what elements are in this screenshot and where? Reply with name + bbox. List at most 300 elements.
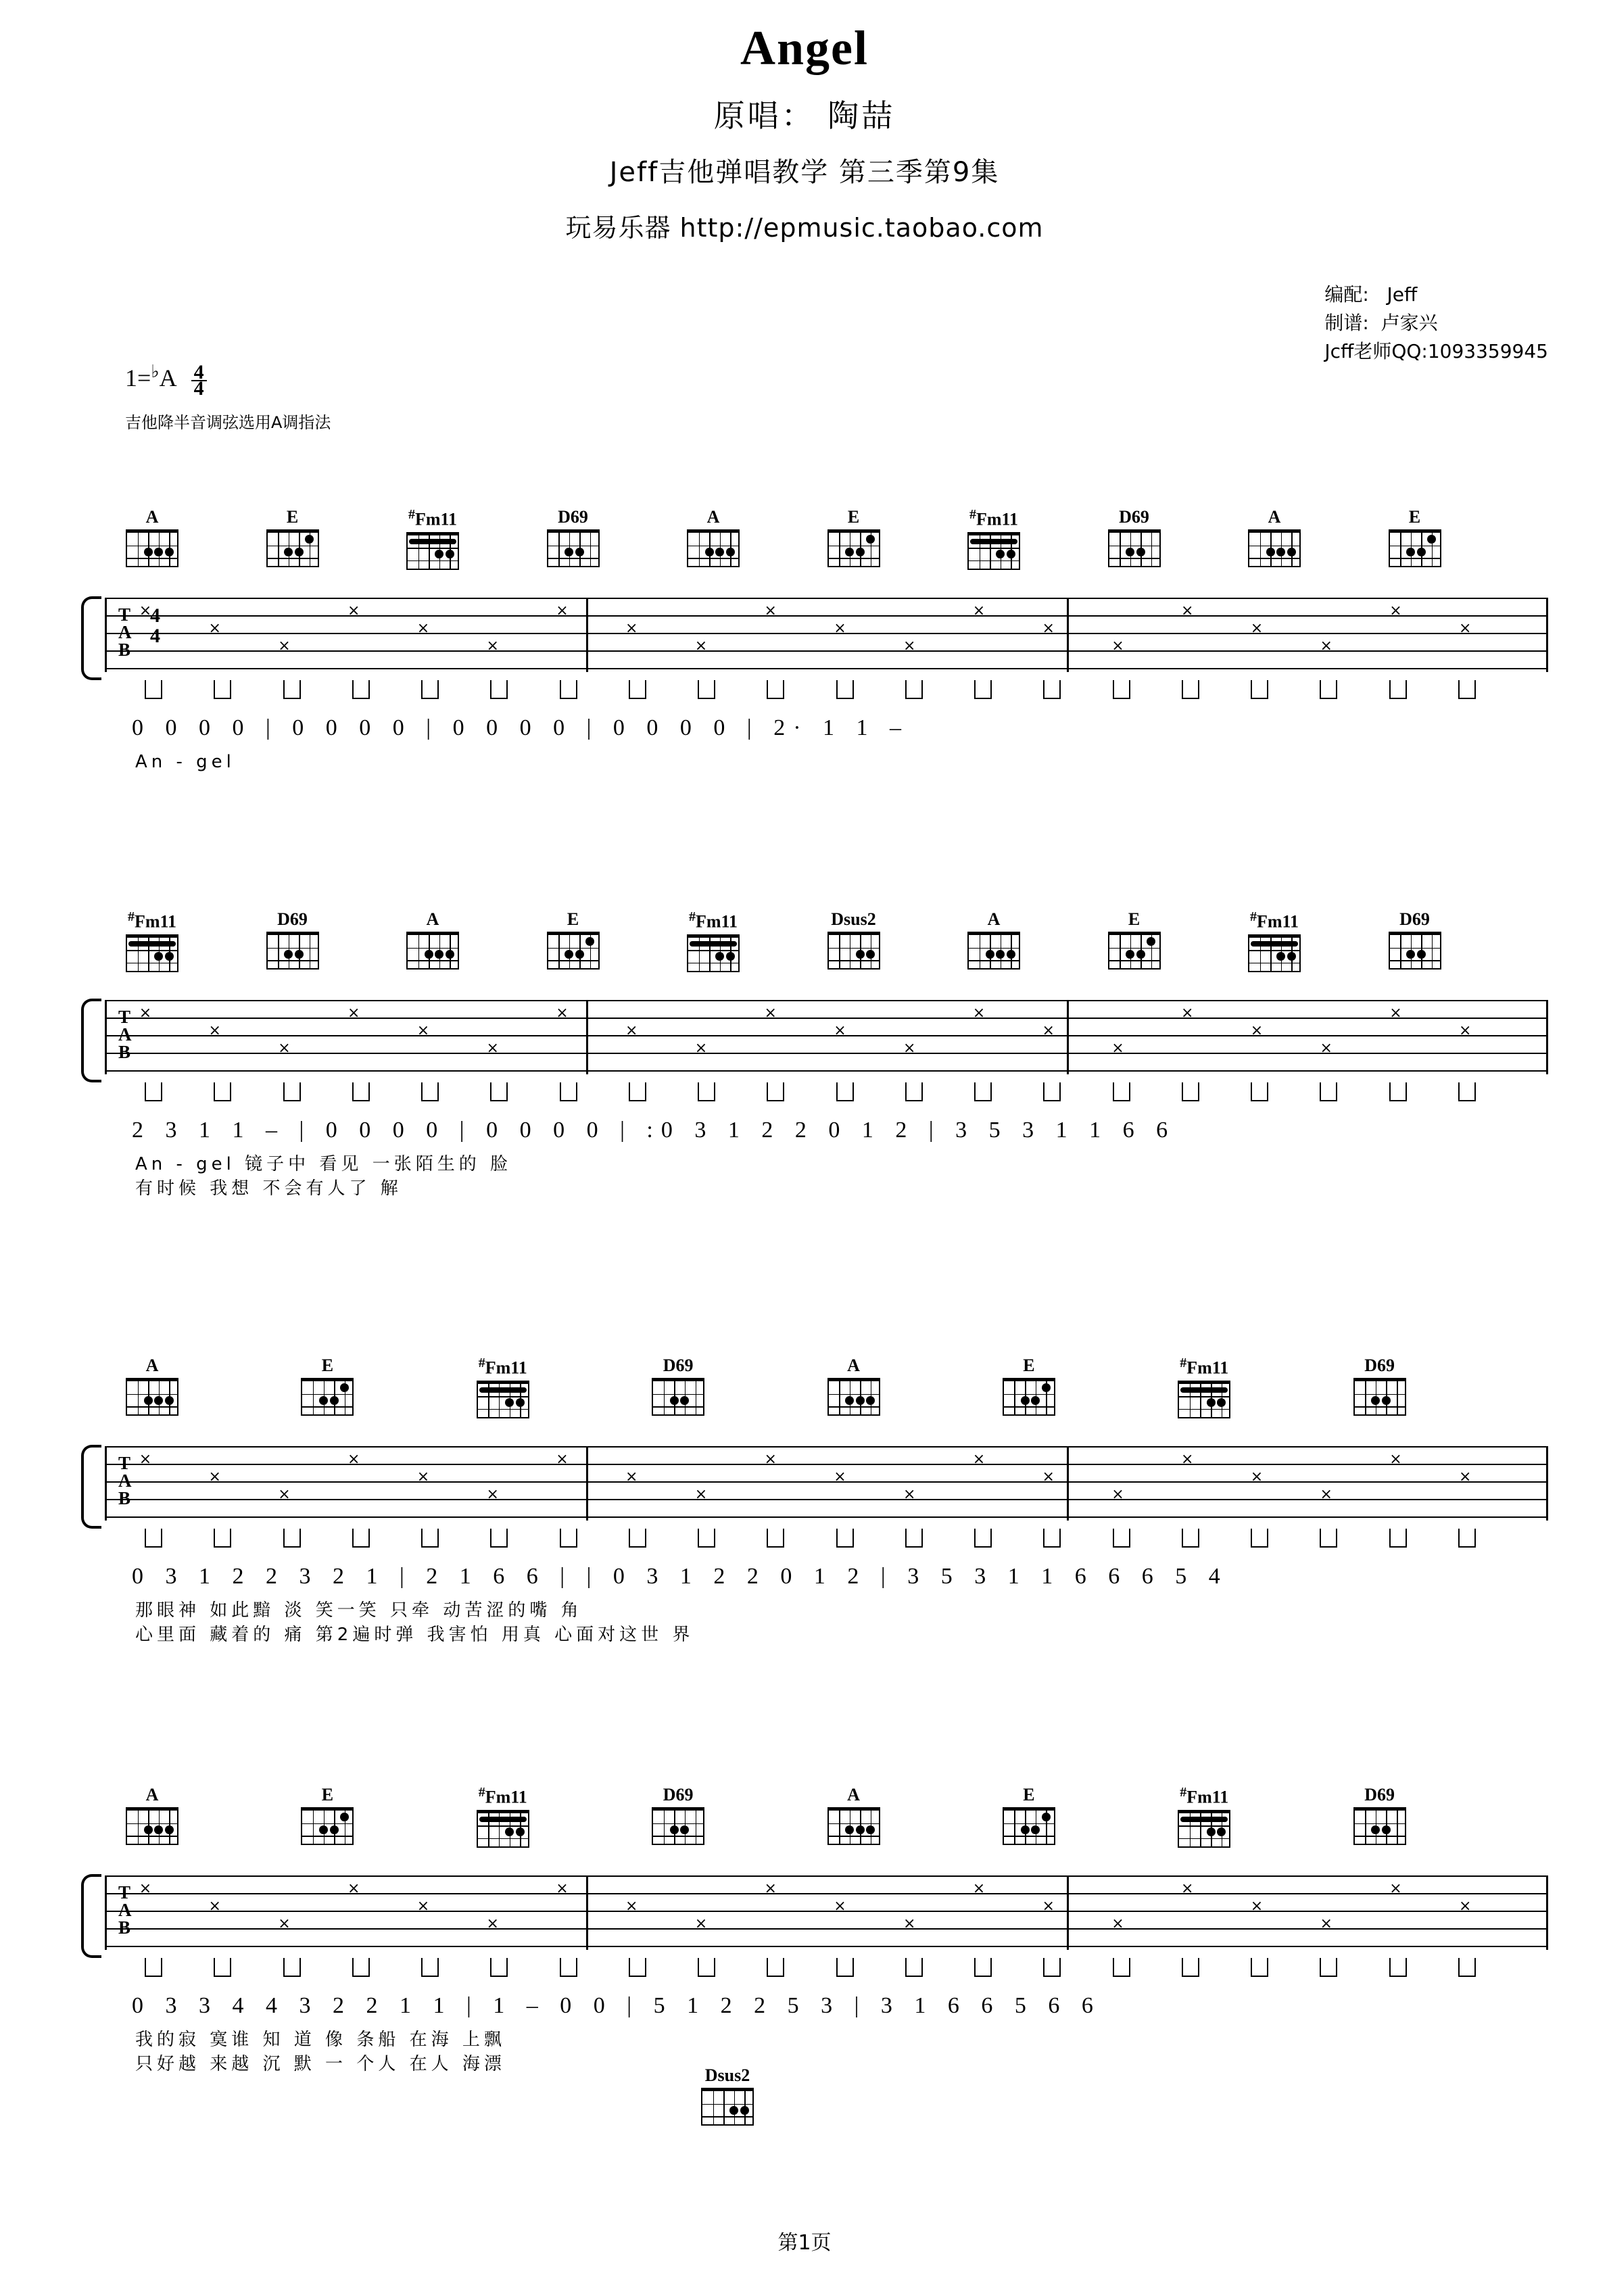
key-note: A: [159, 364, 176, 391]
tab-mute-mark: ×: [1320, 1040, 1332, 1057]
chord-diagram: [472, 1356, 534, 1418]
finger-dot: [425, 950, 433, 959]
lyric-line-1: 那眼神 如此黯 淡 笑一笑 只牵 动苦涩的嘴 角: [135, 1600, 583, 1621]
finger-dot: [330, 1396, 339, 1405]
chord-diagram-grid: [547, 529, 600, 567]
strum-mark: [283, 1082, 301, 1101]
chord-diagram-grid: [477, 1810, 529, 1848]
strum-mark: [905, 1082, 923, 1101]
finger-dot: [154, 548, 163, 556]
page-title: Angel: [740, 21, 869, 75]
finger-dot: [505, 1827, 514, 1836]
staff-line: [105, 1911, 1548, 1912]
numbered-notation-row: [0, 1565, 1609, 1646]
chord-diagram: [1349, 1785, 1411, 1845]
finger-dot: [435, 950, 443, 959]
sheet-music-page: [0, 20, 1609, 2296]
chord-diagram-grid: [1248, 934, 1301, 972]
tab-mute-mark: ×: [139, 1005, 152, 1022]
barline: [1546, 1000, 1548, 1074]
finger-dot: [1007, 550, 1015, 558]
finger-dot: [866, 1825, 875, 1834]
strum-mark: [283, 680, 301, 699]
tab-mute-mark: ×: [1042, 1022, 1055, 1039]
finger-dot: [1031, 1396, 1040, 1405]
strum-mark: [1182, 1082, 1199, 1101]
lyric-line-1: An - gel: [135, 752, 235, 772]
chord-name: D69: [558, 507, 588, 527]
finger-dot: [856, 548, 865, 556]
chord-diagram-grid: [652, 1807, 704, 1845]
strum-mark: [1043, 1082, 1061, 1101]
finger-dot: [996, 550, 1005, 558]
chord-row: [0, 1785, 1609, 1859]
tab-mute-mark: ×: [1389, 602, 1402, 619]
music-system: [0, 507, 1609, 798]
tab-mute-mark: ×: [1389, 1451, 1402, 1468]
tab-mute-mark: ×: [1111, 1486, 1124, 1503]
finger-dot: [446, 550, 454, 558]
chord-diagram-grid: [827, 932, 880, 970]
credit-arranger: 编配: Jeff: [1324, 283, 1418, 306]
finger-dot: [1276, 548, 1285, 556]
finger-dot: [680, 1396, 689, 1405]
chord-name: A: [145, 1356, 159, 1375]
finger-dot: [295, 548, 304, 556]
tab-mute-mark: ×: [278, 1915, 291, 1932]
chord-diagram-grid: [687, 529, 740, 567]
finger-dot: [154, 1825, 163, 1834]
finger-dot: [1417, 950, 1426, 959]
finger-dot: [1021, 1396, 1030, 1405]
chord-diagram: [823, 1356, 885, 1416]
tab-mute-mark: ×: [139, 1880, 152, 1897]
key-accidental: ♭: [151, 362, 160, 381]
finger-dot: [670, 1396, 679, 1405]
tab-mute-mark: ×: [903, 1915, 916, 1932]
chord-diagram-grid: [1353, 1378, 1406, 1416]
finger-dot: [715, 952, 724, 961]
strum-mark: [490, 1082, 508, 1101]
strum-mark: [698, 1529, 715, 1548]
tab-mute-mark: ×: [972, 602, 986, 619]
strum-mark: [1320, 680, 1337, 699]
chord-name: A: [847, 1356, 860, 1375]
chord-diagram: [402, 507, 464, 570]
chord-name: A: [145, 507, 159, 527]
barline: [586, 1446, 588, 1521]
chord-name: #Fm11: [1180, 1356, 1229, 1378]
barline: [1067, 1446, 1069, 1521]
barre-marker: [409, 539, 456, 544]
tab-mute-mark: ×: [625, 1022, 638, 1039]
staff-line: [105, 1875, 1548, 1877]
tab-mute-mark: ×: [1181, 1880, 1194, 1897]
chord-name: D69: [1364, 1356, 1395, 1375]
melody-numbers: 0 3 3 4 4 3 2 2 1 1 | 1 – 0 0 | 5 1 2 2 5 3 | 3 1 6 6 5 6 6: [132, 1993, 1101, 2018]
finger-dot: [740, 2106, 749, 2115]
tab-mute-mark: ×: [1181, 602, 1194, 619]
time-top: 4: [191, 365, 207, 381]
tab-staff-area: [0, 1433, 1609, 1561]
barline: [1067, 1000, 1069, 1074]
chord-diagram: [402, 909, 464, 970]
strum-mark: [836, 680, 854, 699]
staff-brace: [81, 999, 101, 1082]
chord-diagram: [963, 909, 1025, 970]
strum-mark: [905, 1529, 923, 1548]
tab-mute-mark: ×: [1042, 1898, 1055, 1915]
finger-dot: [1126, 548, 1134, 556]
strum-mark: [836, 1082, 854, 1101]
chord-diagram: [823, 507, 885, 567]
staff-line: [105, 1000, 1548, 1001]
barre-marker: [479, 1817, 527, 1822]
chord-diagram: [823, 909, 885, 970]
chord-diagram: [121, 1785, 183, 1845]
music-system: [0, 1785, 1609, 2076]
chord-diagram-grid: [1389, 932, 1441, 970]
tab-mute-mark: ×: [347, 1005, 360, 1022]
tab-mute-mark: ×: [1042, 620, 1055, 637]
chord-name: E: [567, 909, 579, 929]
finger-dot: [866, 535, 875, 544]
chord-name: D69: [663, 1785, 694, 1804]
tab-mute-mark: ×: [1250, 1468, 1264, 1485]
lyric-line-2: 有时候 我想 不会有人了 解: [135, 1178, 402, 1199]
lyric-line-1: 我的寂 寞谁 知 道 像 条船 在海 上飘: [135, 2030, 506, 2050]
course-label: Jeff吉他弹唱教学 第三季第9集: [609, 157, 1000, 188]
chord-name: A: [847, 1785, 860, 1804]
chord-name: A: [145, 1785, 159, 1804]
chord-diagram: [121, 1356, 183, 1416]
strum-mark: [767, 1529, 784, 1548]
tab-mute-mark: ×: [972, 1005, 986, 1022]
barline: [105, 598, 107, 672]
finger-dot: [144, 548, 153, 556]
finger-dot: [1406, 548, 1415, 556]
tab-mute-mark: ×: [416, 1898, 430, 1915]
strum-mark: [1389, 1958, 1407, 1977]
strum-mark: [1113, 1958, 1130, 1977]
finger-dot: [165, 952, 174, 961]
strum-mark: [767, 1082, 784, 1101]
finger-dot: [1371, 1825, 1380, 1834]
strum-mark: [629, 680, 646, 699]
page-number: 第1页: [777, 2231, 832, 2255]
strum-mark: [352, 680, 370, 699]
staff-line: [105, 1018, 1548, 1019]
chord-name: E: [321, 1356, 334, 1375]
chord-name: E: [286, 507, 299, 527]
finger-dot: [705, 548, 714, 556]
tab-mute-mark: ×: [556, 602, 569, 619]
chord-diagram-grid: [652, 1378, 704, 1416]
strum-mark: [1182, 680, 1199, 699]
tab-staff: [105, 598, 1548, 672]
chord-diagram: [542, 909, 604, 970]
tab-mute-mark: ×: [764, 1880, 777, 1897]
chord-diagram: [682, 507, 744, 567]
tab-mute-mark: ×: [278, 638, 291, 654]
chord-diagram-grid: [1178, 1810, 1230, 1848]
strum-mark: [1182, 1529, 1199, 1548]
tab-mute-mark: ×: [416, 1468, 430, 1485]
strum-mark: [145, 1958, 162, 1977]
strum-mark: [214, 1082, 231, 1101]
strum-mark: [560, 1082, 577, 1101]
tab-letter: A: [118, 1900, 132, 1920]
finger-dot: [165, 548, 174, 556]
finger-dot: [845, 548, 854, 556]
tab-letter: T: [118, 1453, 131, 1473]
finger-dot: [670, 1825, 679, 1834]
tab-mute-mark: ×: [834, 1468, 846, 1485]
chord-name: #Fm11: [969, 507, 1019, 529]
finger-dot: [154, 1396, 163, 1405]
tab-mute-mark: ×: [625, 620, 638, 637]
chord-name: #Fm11: [127, 909, 177, 932]
finger-dot: [154, 952, 163, 961]
tab-mute-mark: ×: [1320, 1486, 1332, 1503]
finger-dot: [1217, 1827, 1226, 1836]
tab-letter: A: [118, 622, 132, 642]
strum-mark: [1043, 1958, 1061, 1977]
tab-mute-mark: ×: [764, 1005, 777, 1022]
tab-mute-mark: ×: [347, 1880, 360, 1897]
finger-dot: [1266, 548, 1275, 556]
strum-mark: [490, 1529, 508, 1548]
staff-line: [105, 1481, 1548, 1483]
chord-diagram-grid: [547, 932, 600, 970]
finger-dot: [1287, 548, 1296, 556]
shop-url-line: 玩易乐器 http://epmusic.taobao.com: [565, 213, 1044, 243]
tab-mute-mark: ×: [1389, 1880, 1402, 1897]
strum-mark: [214, 680, 231, 699]
chord-diagram-grid: [266, 529, 319, 567]
finger-dot: [856, 950, 865, 959]
strum-mark: [145, 1529, 162, 1548]
strum-mark: [1043, 1529, 1061, 1548]
strum-mark: [1389, 680, 1407, 699]
finger-dot: [284, 950, 293, 959]
barre-marker: [1180, 1817, 1228, 1822]
strum-mark: [214, 1958, 231, 1977]
chord-diagram: [296, 1356, 358, 1416]
barline: [105, 1000, 107, 1074]
finger-dot: [1427, 535, 1436, 544]
staff-brace: [81, 1874, 101, 1958]
chord-diagram-grid: [406, 932, 459, 970]
tab-staff: [105, 1446, 1548, 1521]
chord-diagram: [262, 507, 324, 567]
chord-name: A: [1268, 507, 1281, 527]
strum-mark: [421, 1958, 439, 1977]
tab-letter: B: [118, 1917, 131, 1938]
chord-name: E: [1023, 1785, 1035, 1804]
finger-dot: [1382, 1396, 1391, 1405]
chord-diagram-grid: [1003, 1807, 1055, 1845]
time-bottom: 4: [193, 377, 204, 400]
tab-letter: A: [118, 1024, 132, 1045]
barre-marker: [479, 1387, 527, 1393]
finger-dot: [729, 2106, 738, 2115]
strum-mark: [974, 680, 992, 699]
tab-mute-mark: ×: [694, 638, 708, 654]
tab-letter: T: [118, 604, 131, 625]
tab-mute-mark: ×: [416, 620, 430, 637]
chord-name: #Fm11: [478, 1785, 527, 1807]
chord-diagram: [542, 507, 604, 567]
chord-diagram-grid: [301, 1378, 354, 1416]
finger-dot: [996, 950, 1005, 959]
finger-dot: [505, 1398, 514, 1407]
tab-mute-mark: ×: [764, 1451, 777, 1468]
staff-line: [105, 598, 1548, 599]
finger-dot: [680, 1825, 689, 1834]
chord-name: Dsus2: [831, 909, 876, 929]
staff-line: [105, 633, 1548, 634]
strum-mark: [560, 1958, 577, 1977]
strum-mark: [490, 1958, 508, 1977]
strum-mark: [629, 1082, 646, 1101]
strum-mark: [145, 680, 162, 699]
tab-letter: B: [118, 1042, 131, 1062]
finger-dot: [1031, 1825, 1040, 1834]
strum-mark: [1320, 1082, 1337, 1101]
barline: [586, 598, 588, 672]
chord-diagram-grid: [406, 532, 459, 570]
chord-diagram: [1384, 507, 1446, 567]
chord-diagram-grid: [477, 1381, 529, 1418]
barline: [105, 1875, 107, 1950]
tab-mute-mark: ×: [139, 602, 152, 619]
finger-dot: [565, 548, 573, 556]
chord-name: #Fm11: [688, 909, 738, 932]
finger-dot: [516, 1827, 525, 1836]
finger-dot: [1207, 1398, 1216, 1407]
barre-marker: [1180, 1387, 1228, 1393]
finger-dot: [575, 548, 584, 556]
strum-mark: [905, 1958, 923, 1977]
chord-diagram: [472, 1785, 534, 1848]
tab-mute-mark: ×: [1250, 620, 1264, 637]
barline: [586, 1000, 588, 1074]
chord-diagram-grid: [701, 2088, 754, 2126]
finger-dot: [856, 1825, 865, 1834]
strum-mark: [490, 680, 508, 699]
finger-dot: [866, 950, 875, 959]
tab-mute-mark: ×: [764, 602, 777, 619]
chord-diagram-grid: [827, 529, 880, 567]
tab-mute-mark: ×: [1459, 1898, 1472, 1915]
strum-mark: [629, 1529, 646, 1548]
strum-mark: [974, 1529, 992, 1548]
tab-mute-mark: ×: [834, 1898, 846, 1915]
chord-diagram: [1103, 507, 1166, 567]
barre-marker: [690, 941, 737, 947]
finger-dot: [1136, 950, 1145, 959]
barline: [586, 1875, 588, 1950]
tab-mute-mark: ×: [625, 1898, 638, 1915]
strum-mark: [1458, 680, 1476, 699]
chord-diagram-grid: [827, 1378, 880, 1416]
chord-diagram: [1349, 1356, 1411, 1416]
strum-mark: [1458, 1958, 1476, 1977]
tab-staff-area: [0, 986, 1609, 1115]
chord-name: #Fm11: [1249, 909, 1299, 932]
chord-diagram-grid: [1353, 1807, 1406, 1845]
chord-diagram: [1173, 1785, 1235, 1848]
strum-mark: [421, 680, 439, 699]
tab-mute-mark: ×: [1459, 620, 1472, 637]
credit-transcriber: 制谱: 卢家兴: [1324, 312, 1438, 334]
staff-line: [105, 1446, 1548, 1448]
chord-diagram: [1103, 909, 1166, 970]
finger-dot: [565, 950, 573, 959]
strum-mark: [1251, 1082, 1268, 1101]
chord-name: D69: [1399, 909, 1430, 929]
staff-line: [105, 615, 1548, 617]
tab-mute-mark: ×: [972, 1880, 986, 1897]
numbered-notation-row: [0, 1119, 1609, 1200]
chord-diagram-grid: [126, 529, 178, 567]
strum-mark: [283, 1529, 301, 1548]
strum-mark: [1043, 680, 1061, 699]
credit-qq: Jcff老师QQ:1093359945: [1324, 340, 1548, 362]
strum-mark: [1458, 1082, 1476, 1101]
tab-mute-mark: ×: [694, 1486, 708, 1503]
finger-dot: [1276, 952, 1285, 961]
finger-dot: [845, 1396, 854, 1405]
strum-mark: [767, 1958, 784, 1977]
chord-diagram: [647, 1356, 709, 1416]
finger-dot: [284, 548, 293, 556]
strum-mark: [352, 1082, 370, 1101]
barline: [105, 1446, 107, 1521]
strum-mark: [1389, 1082, 1407, 1101]
finger-dot: [1417, 548, 1426, 556]
staff-brace: [81, 1445, 101, 1529]
chord-name: E: [321, 1785, 334, 1804]
chord-diagram-grid: [1389, 529, 1441, 567]
tab-mute-mark: ×: [486, 1486, 499, 1503]
finger-dot: [1136, 548, 1145, 556]
chord-diagram: [998, 1356, 1060, 1416]
chord-diagram-grid: [687, 934, 740, 972]
finger-dot: [319, 1825, 328, 1834]
strum-mark: [767, 680, 784, 699]
finger-dot: [144, 1396, 153, 1405]
strum-mark: [1320, 1958, 1337, 1977]
strum-mark: [560, 680, 577, 699]
tab-mute-mark: ×: [1250, 1898, 1264, 1915]
chord-diagram: [296, 1785, 358, 1845]
staff-line: [105, 1516, 1548, 1518]
barre-marker: [1251, 941, 1298, 947]
finger-dot: [446, 950, 454, 959]
tab-mute-mark: ×: [1250, 1022, 1264, 1039]
finger-dot: [575, 950, 584, 959]
tab-mute-mark: ×: [972, 1451, 986, 1468]
chord-diagram: [1384, 909, 1446, 970]
finger-dot: [986, 950, 994, 959]
tab-mute-mark: ×: [694, 1915, 708, 1932]
tab-staff-area: [0, 584, 1609, 713]
staff-line: [105, 1070, 1548, 1072]
tab-mute-mark: ×: [1181, 1451, 1194, 1468]
tuning-note: 吉他降半音调弦选用A调指法: [125, 413, 331, 432]
